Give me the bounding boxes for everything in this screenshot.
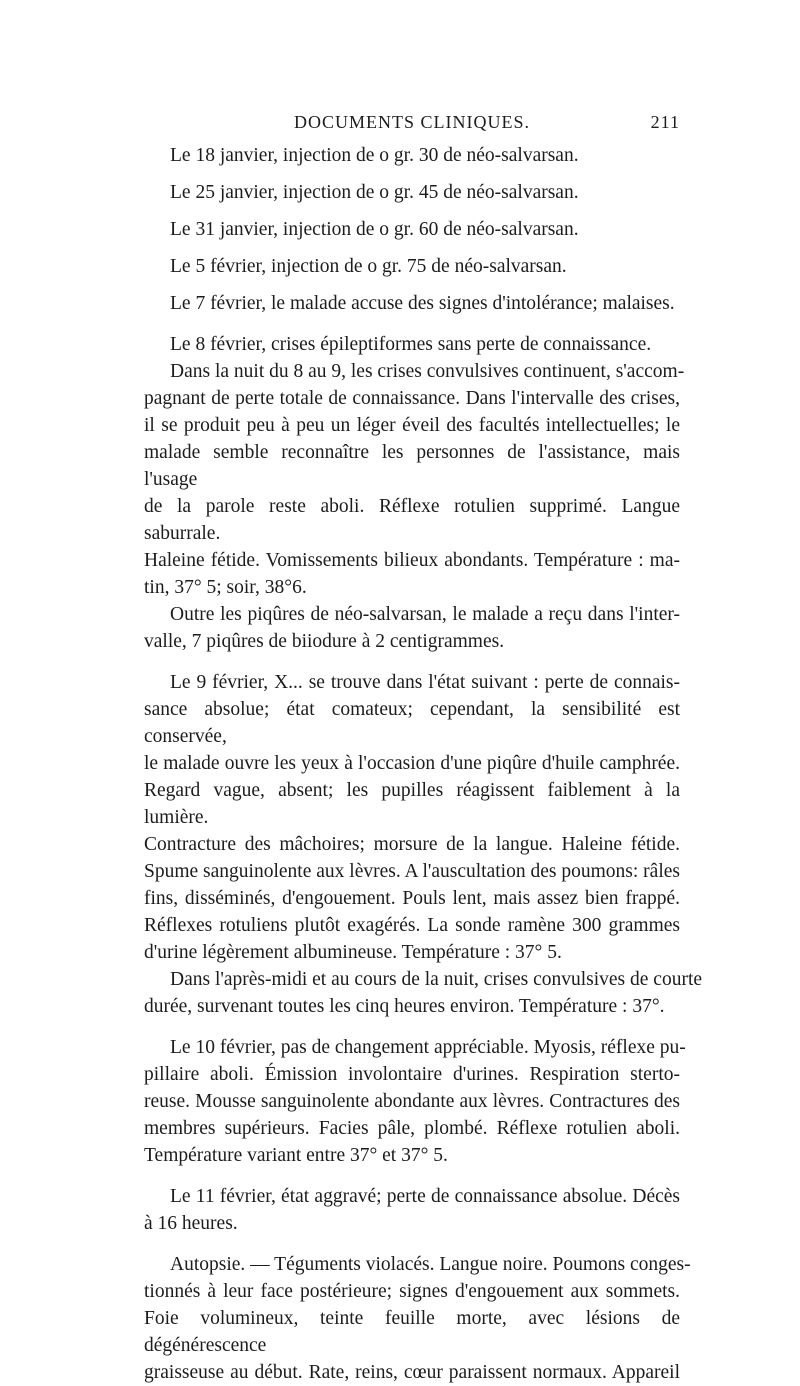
text-line: Le 7 février, le malade accuse des signes d'intolérance; malaises. [170, 293, 675, 314]
text-line: Réflexes rotuliens plutôt exagérés. La sonde ramène 300 grammes [144, 915, 680, 936]
text-line: à 16 heures. [144, 1213, 238, 1234]
text-line: Le 5 février, injection de o gr. 75 de néo-salvarsan. [170, 256, 567, 277]
text-line: pillaire aboli. Émission involontaire d'urines. Respiration sterto- [144, 1064, 680, 1085]
text-line: durée, survenant toutes les cinq heures environ. Température : 37°. [144, 996, 665, 1017]
text-line: Le 10 février, pas de changement appréciable. Myosis, réflexe pu- [170, 1037, 686, 1058]
running-head-title: DOCUMENTS CLINIQUES. [294, 112, 530, 132]
text-line: Le 31 janvier, injection de o gr. 60 de néo-salvarsan. [170, 219, 579, 240]
text-line: valle, 7 piqûres de biiodure à 2 centigrammes. [144, 631, 505, 652]
text-line: sance absolue; état comateux; cependant, la sensibilité est conservée, [144, 699, 680, 747]
text-line: d'urine légèrement albumineuse. Température : 37° 5. [144, 942, 562, 963]
text-line: Haleine fétide. Vomissements bilieux abondants. Température : ma- [144, 550, 680, 571]
text-line: Outre les piqûres de néo-salvarsan, le malade a reçu dans l'inter- [170, 604, 680, 625]
text-line: Autopsie. — Téguments violacés. Langue noire. Poumons conges- [170, 1254, 691, 1275]
text-line: pagnant de perte totale de connaissance. Dans l'intervalle des crises, [144, 388, 680, 409]
document-page [144, 112, 703, 1386]
text-line: reuse. Mousse sanguinolente abondante aux lèvres. Contractures des [144, 1091, 680, 1112]
text-line: graisseuse au début. Rate, reins, cœur paraissent normaux. Appareil [144, 1362, 680, 1383]
text-line: malade semble reconnaître les personnes de l'assistance, mais l'usage [144, 442, 680, 490]
running-head [144, 112, 680, 142]
text-line: tionnés à leur face postérieure; signes d'engouement aux sommets. [144, 1281, 680, 1302]
text-line: Température variant entre 37° et 37° 5. [144, 1145, 448, 1166]
text-line: Le 18 janvier, injection de o gr. 30 de néo-salvarsan. [170, 145, 579, 166]
text-line: Le 11 février, état aggravé; perte de connaissance absolue. Décès [170, 1186, 680, 1207]
text-line: Le 9 février, X... se trouve dans l'état suivant : perte de connais- [170, 672, 680, 693]
text-line: membres supérieurs. Facies pâle, plombé. Réflexe rotulien aboli. [144, 1118, 680, 1139]
text-line: Le 8 février, crises épileptiformes sans perte de connaissance. [170, 334, 652, 355]
text-line: Contracture des mâchoires; morsure de la langue. Haleine fétide. [144, 834, 680, 855]
text-line: Le 25 janvier, injection de o gr. 45 de néo-salvarsan. [170, 182, 579, 203]
text-line: Regard vague, absent; les pupilles réagissent faiblement à la lumière. [144, 780, 680, 828]
text-line: le malade ouvre les yeux à l'occasion d'une piqûre d'huile camphrée. [144, 753, 680, 774]
text-line: tin, 37° 5; soir, 38°6. [144, 577, 307, 598]
text-line: de la parole reste aboli. Réflexe rotulien supprimé. Langue saburrale. [144, 496, 680, 544]
text-line: fins, disséminés, d'engouement. Pouls lent, mais assez bien frappé. [144, 888, 680, 909]
text-line: il se produit peu à peu un léger éveil des facultés intellectuelles; le [144, 415, 680, 436]
text-line: Dans la nuit du 8 au 9, les crises convulsives continuent, s'accom- [170, 361, 685, 382]
text-line: Foie volumineux, teinte feuille morte, avec lésions de dégénérescence [144, 1308, 680, 1356]
page-number: 211 [650, 112, 680, 132]
text-line: Spume sanguinolente aux lèvres. A l'auscultation des poumons: râles [144, 861, 680, 882]
text-line: Dans l'après-midi et au cours de la nuit, crises convulsives de courte [170, 969, 703, 990]
